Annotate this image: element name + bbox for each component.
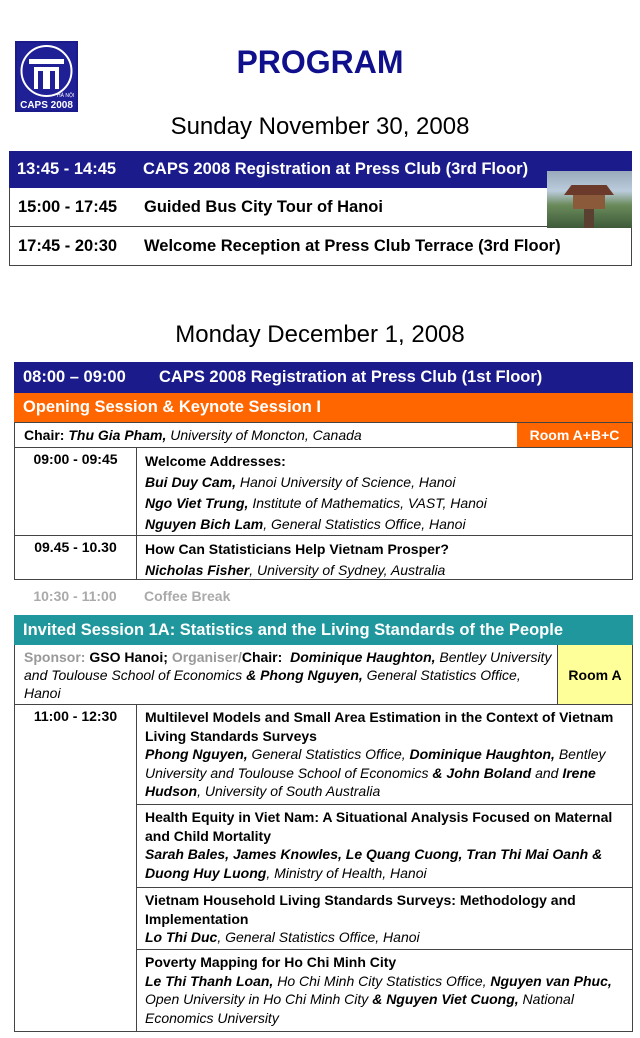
- chair-row: [14, 422, 633, 448]
- speaker-line: Bui Duy Cam, Hanoi University of Science, Hanoi: [145, 474, 456, 490]
- organiser-label: Organiser/: [171, 649, 242, 665]
- chair-affiliation: University of Moncton, Canada: [170, 427, 362, 443]
- monday-registration-row: [14, 362, 633, 393]
- pagoda-photo: [547, 171, 632, 228]
- row-time: 08:00 – 09:00: [23, 368, 126, 386]
- row-text: CAPS 2008 Registration at Press Club (3rd Floor): [143, 160, 529, 178]
- logo-text-small: HÀ NỘI: [57, 93, 75, 99]
- invited-session-talks: [14, 705, 633, 1032]
- row-time: 17:45 - 20:30: [18, 236, 118, 255]
- speaker-line: Nicholas Fisher, University of Sydney, Australia: [145, 562, 446, 578]
- row-text: Coffee Break: [144, 588, 231, 604]
- talk-title: Poverty Mapping for Ho Chi Minh City: [145, 954, 397, 970]
- session-time: 09:00 - 09:45: [15, 448, 137, 535]
- talk-authors: Lo Thi Duc, General Statistics Office, Hanoi: [145, 929, 420, 945]
- talk-authors: Phong Nguyen, General Statistics Office, Dominique Haughton, Bentley University and Toulouse School of Economics & John Boland and Irene Hudson, University of South Australia: [145, 746, 606, 799]
- opening-session-header: Opening Session & Keynote Session I: [14, 393, 633, 422]
- sunday-date-heading: Sunday November 30, 2008: [170, 113, 470, 140]
- page-title: PROGRAM: [236, 44, 404, 80]
- welcome-session: [14, 448, 633, 536]
- talk-authors: Le Thi Thanh Loan, Ho Chi Minh City Statistics Office, Nguyen van Phuc, Open University in Ho Chi Minh City & Nguyen Viet Cuong, National Economics University: [145, 972, 612, 1026]
- chair-name: Thu Gia Pham,: [68, 427, 167, 443]
- sunday-row: [9, 151, 632, 188]
- invited-session-header: Invited Session 1A: Statistics and the Living Standards of the People: [14, 615, 633, 645]
- sunday-row: [9, 188, 632, 227]
- session-title: Welcome Addresses:: [145, 453, 286, 469]
- chair-label: Chair:: [24, 427, 65, 443]
- talk-item: [137, 805, 632, 888]
- room-badge: Room A+B+C: [517, 423, 632, 447]
- talk-title: Multilevel Models and Small Area Estimation in the Context of Vietnam Living Standards Surveys: [145, 709, 614, 744]
- talk-title: Vietnam Household Living Standards Surveys: Methodology and Implementation: [145, 892, 576, 927]
- room-badge: Room A: [557, 645, 632, 704]
- chair-name: Phong Nguyen,: [260, 667, 363, 683]
- sponsor-label: Sponsor:: [24, 649, 86, 665]
- sponsor-name: GSO Hanoi: [89, 649, 164, 665]
- session-title: How Can Statisticians Help Vietnam Prosper?: [145, 541, 449, 557]
- row-text: Welcome Reception at Press Club Terrace (3rd Floor): [144, 236, 561, 255]
- row-text: Guided Bus City Tour of Hanoi: [144, 197, 383, 216]
- row-time: 10:30 - 11:00: [33, 588, 117, 604]
- talk-item: [137, 888, 632, 950]
- chair-name: Dominique Haughton,: [290, 649, 436, 665]
- talk-title: Health Equity in Viet Nam: A Situational Analysis Focused on Maternal and Child Mortality: [145, 809, 613, 844]
- sunday-row: [9, 227, 632, 266]
- talk-item: [137, 705, 632, 805]
- row-time: 13:45 - 14:45: [17, 160, 117, 178]
- monday-date-heading: Monday December 1, 2008: [175, 321, 465, 348]
- coffee-break-row: [14, 588, 633, 608]
- speaker-line: Nguyen Bich Lam, General Statistics Office, Hanoi: [145, 516, 466, 532]
- sponsor-row: Sponsor: GSO Hanoi; Organiser/Chair: Dominique Haughton, Bentley University and Toulouse School of Economics & Phong Nguyen, General Statistics Office, Hanoi Room A: [14, 645, 633, 705]
- talk-item: [137, 950, 632, 1032]
- speaker-line: Ngo Viet Trung, Institute of Mathematics, VAST, Hanoi: [145, 495, 487, 511]
- session-time: 09.45 - 10.30: [15, 536, 137, 579]
- talk-authors: Sarah Bales, James Knowles, Le Quang Cuong, Tran Thi Mai Oanh & Duong Huy Luong, Ministry of Health, Hanoi: [145, 846, 603, 881]
- row-time: 15:00 - 17:45: [18, 197, 118, 216]
- logo-text: CAPS 2008: [20, 100, 73, 110]
- chair-label: Chair:: [241, 649, 283, 665]
- keynote-session: [14, 536, 633, 580]
- session-time: 11:00 - 12:30: [15, 705, 137, 1031]
- row-text: CAPS 2008 Registration at Press Club (1st Floor): [159, 368, 543, 386]
